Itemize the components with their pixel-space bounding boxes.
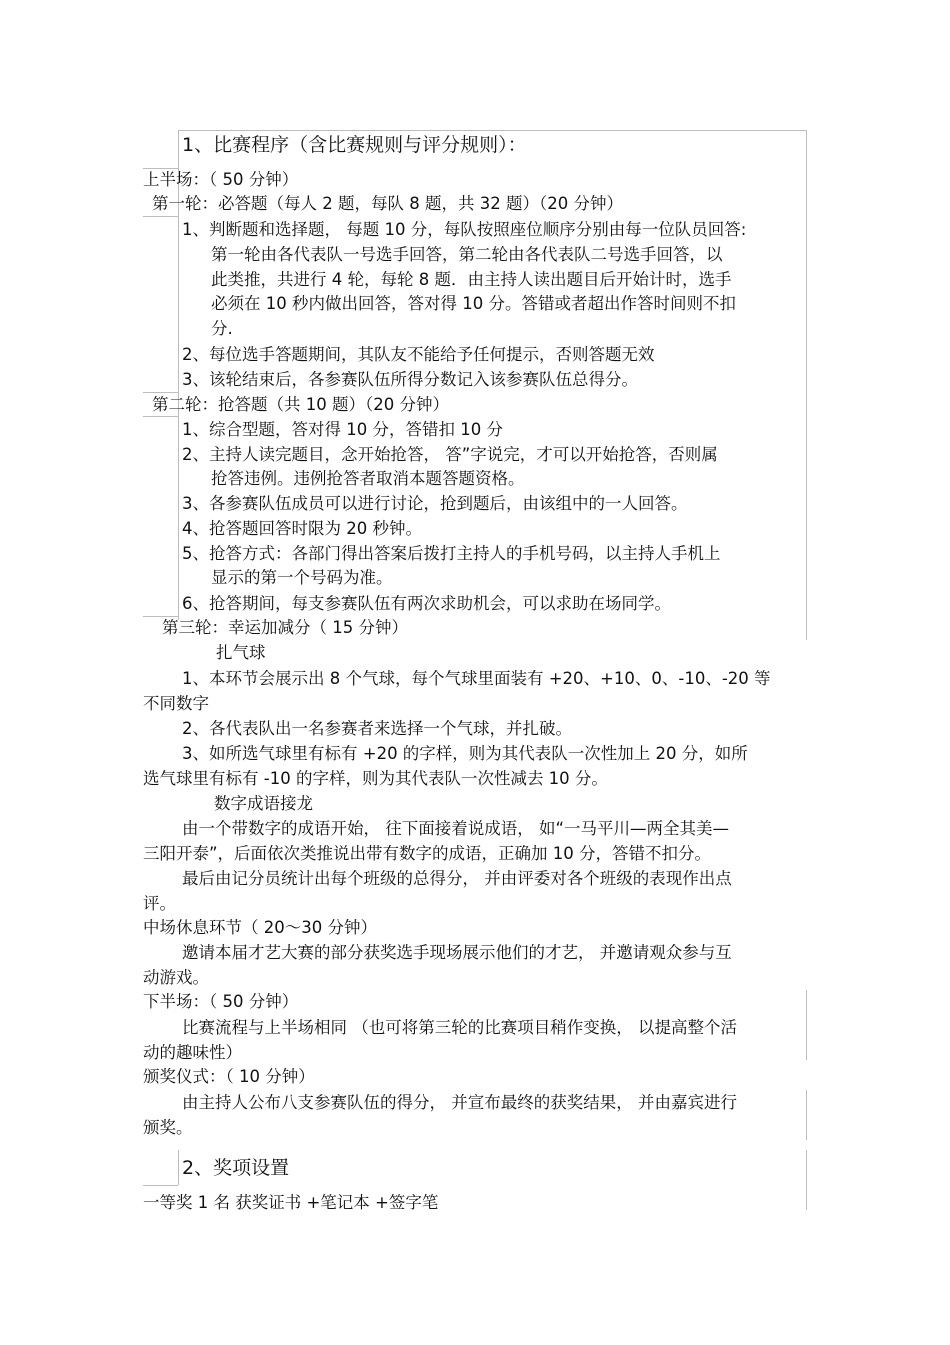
second-half-line: 比赛流程与上半场相同 （也可将第三轮的比赛项目稍作变换， 以提高整个活 (182, 1018, 737, 1037)
frame-line (143, 392, 178, 393)
round1-title: 第一轮：必答题（每人 2 题，每队 8 题，共 32 题）（20 分钟） (152, 194, 623, 213)
round1-line: 必须在 10 秒内做出回答，答对得 10 分。答错或者超出作答时间则不扣 (211, 294, 736, 313)
second-half-line: 动的趣味性） (143, 1043, 242, 1062)
round1-line: 2、每位选手答题期间，其队友不能给予任何提示，否则答题无效 (182, 345, 655, 364)
round2-line: 1、综合型题，答对得 10 分，答错扣 10 分 (182, 420, 503, 439)
game1-line: 选气球里有标有 -10 的字样，则为其代表队一次性减去 10 分。 (143, 769, 608, 788)
award-ceremony-line: 由主持人公布八支参赛队伍的得分， 并宣布最终的获奖结果， 并由嘉宾进行 (182, 1093, 737, 1112)
game1-line: 1、本环节会展示出 8 个气球，每个气球里面装有 +20、+10、0、-10、-20 等 (182, 669, 771, 688)
round2-line: 3、各参赛队伍成员可以进行讨论，抢到题后，由该组中的一人回答。 (182, 494, 688, 513)
round3-title: 第三轮：幸运加减分（ 15 分钟） (162, 618, 408, 637)
round2-title: 第二轮：抢答题（共 10 题）（20 分钟） (152, 395, 449, 414)
round2-line: 抢答违例。违例抢答者取消本题答题资格。 (211, 469, 525, 488)
section1-heading: 1、比赛程序（含比赛规则与评分规则）： (182, 134, 527, 156)
round2-line: 2、主持人读完题目，念开始抢答， 答”字说完，才可以开始抢答，否则属 (182, 445, 718, 464)
game1-title: 扎气球 (216, 643, 266, 662)
game2-line: 评。 (143, 894, 176, 913)
frame-line (178, 1150, 179, 1185)
award-ceremony-line: 颁奖。 (143, 1118, 193, 1137)
round1-line: 第一轮由各代表队一号选手回答，第二轮由各代表队二号选手回答，以 (211, 245, 723, 264)
frame-line (143, 416, 178, 417)
frame-line (143, 1185, 178, 1186)
game2-title: 数字成语接龙 (214, 794, 313, 813)
intermission-line: 动游戏。 (143, 968, 209, 987)
first-prize-line: 一等奖 1 名 获奖证书 +笔记本 +签字笔 (143, 1193, 439, 1212)
round1-line: 此类推，共进行 4 轮，每轮 8 题．由主持人读出题目后开始计时，选手 (211, 270, 732, 289)
round2-line: 显示的第一个号码为准。 (211, 568, 393, 587)
frame-line (806, 130, 807, 640)
intermission-line: 邀请本届才艺大赛的部分获奖选手现场展示他们的才艺， 并邀请观众参与互 (182, 943, 732, 962)
intermission-title: 中场休息环节（ 20～30 分钟） (143, 918, 377, 937)
frame-line (143, 168, 178, 169)
game1-line: 3、如所选气球里有标有 +20 的字样，则为其代表队一次性加上 20 分，如所 (182, 744, 748, 763)
round2-line: 6、抢答期间，每支参赛队伍有两次求助机会，可以求助在场同学。 (182, 594, 671, 613)
second-half-title: 下半场：（ 50 分钟） (143, 992, 299, 1011)
award-ceremony-title: 颁奖仪式：（ 10 分钟） (143, 1067, 315, 1086)
round1-line: 1、判断题和选择题， 每题 10 分，每队按照座位顺序分别由每一位队员回答: (182, 220, 747, 239)
game2-line: 三阳开泰”，后面依次类推说出带有数字的成语，正确加 10 分，答错不扣分。 (143, 844, 712, 863)
frame-line (143, 216, 178, 217)
first-half-title: 上半场：（ 50 分钟） (143, 170, 299, 189)
game2-line: 由一个带数字的成语开始， 往下面接着说成语， 如“一马平川—两全其美— (182, 819, 730, 838)
frame-line (143, 616, 178, 617)
frame-line (806, 1090, 807, 1140)
game2-line: 最后由记分员统计出每个班级的总得分， 并由评委对各个班级的表现作出点 (182, 869, 732, 888)
game1-line: 2、各代表队出一名参赛者来选择一个气球，并扎破。 (182, 719, 572, 738)
frame-line (178, 130, 806, 131)
section2-heading: 2、奖项设置 (182, 1157, 290, 1179)
frame-line (806, 990, 807, 1060)
frame-line (806, 1150, 807, 1210)
round2-line: 4、抢答题回答时限为 20 秒钟。 (182, 519, 422, 538)
game1-line: 不同数字 (143, 694, 209, 713)
round1-line: 3、该轮结束后，各参赛队伍所得分数记入该参赛队伍总得分。 (182, 370, 638, 389)
round2-line: 5、抢答方式：各部门得出答案后拨打主持人的手机号码，以主持人手机上 (182, 544, 721, 563)
round1-line: 分. (211, 319, 233, 338)
